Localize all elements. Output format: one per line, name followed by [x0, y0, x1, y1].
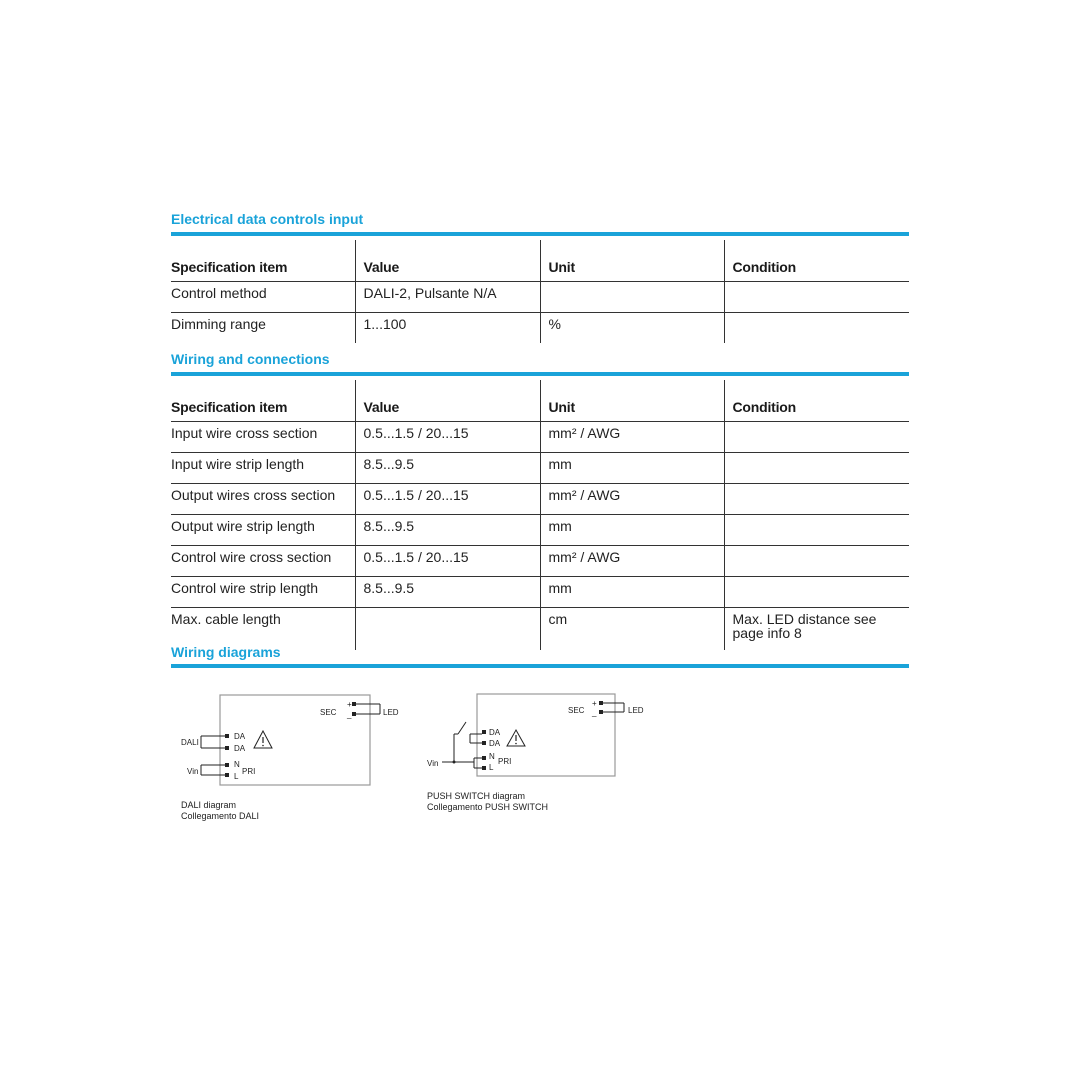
- cell-item: Output wire strip length: [171, 515, 355, 546]
- terminal-n: [482, 756, 486, 760]
- terminal-plus: [599, 701, 603, 705]
- cell-unit: mm: [540, 515, 724, 546]
- vin-label: Vin: [187, 767, 199, 776]
- header-unit: Unit: [540, 240, 724, 282]
- cell-unit: mm² / AWG: [540, 546, 724, 577]
- cell-condition: [724, 453, 909, 484]
- section-rule: [171, 232, 909, 236]
- terminal-minus: [352, 712, 356, 716]
- led-label: LED: [383, 708, 399, 717]
- cell-unit: [540, 282, 724, 313]
- caption-line: PUSH SWITCH diagram: [427, 791, 526, 801]
- terminal-n: [225, 763, 229, 767]
- cell-value: 8.5...9.5: [355, 453, 540, 484]
- push-switch-icon: [454, 722, 482, 762]
- cell-condition: [724, 515, 909, 546]
- cell-condition: [724, 577, 909, 608]
- cell-value: DALI-2, Pulsante N/A: [355, 282, 540, 313]
- cell-value: 1...100: [355, 313, 540, 344]
- cell-item: Input wire cross section: [171, 422, 355, 453]
- cell-value: 0.5...1.5 / 20...15: [355, 546, 540, 577]
- header-specification-item: Specification item: [171, 380, 355, 422]
- header-condition: Condition: [724, 240, 909, 282]
- cell-item: Control wire cross section: [171, 546, 355, 577]
- section-title-wiring: Wiring and connections: [171, 351, 330, 367]
- wiring-connections-table: [171, 380, 909, 650]
- table-row: [171, 515, 909, 546]
- terminal-da2: [482, 741, 486, 745]
- cell-condition: [724, 422, 909, 453]
- cell-value: 8.5...9.5: [355, 515, 540, 546]
- vin-label: Vin: [427, 759, 439, 768]
- da-label: DA: [234, 732, 246, 741]
- terminal-da1: [225, 734, 229, 738]
- header-unit: Unit: [540, 380, 724, 422]
- sec-label: SEC: [568, 706, 585, 715]
- terminal-l: [225, 773, 229, 777]
- dali-diagram-caption: [181, 800, 259, 822]
- cell-unit: cm: [540, 608, 724, 651]
- minus-label: _: [347, 710, 352, 719]
- terminal-da2: [225, 746, 229, 750]
- l-label: L: [489, 763, 494, 772]
- cell-value: 0.5...1.5 / 20...15: [355, 422, 540, 453]
- header-condition: Condition: [724, 380, 909, 422]
- section-rule: [171, 664, 909, 668]
- push-switch-wiring-diagram: [422, 688, 652, 788]
- terminal-l: [482, 766, 486, 770]
- minus-label: _: [592, 708, 597, 717]
- cell-value: 0.5...1.5 / 20...15: [355, 484, 540, 515]
- terminal-minus: [599, 710, 603, 714]
- cell-condition: [724, 282, 909, 313]
- push-switch-diagram-caption: [427, 791, 548, 813]
- terminal-plus: [352, 702, 356, 706]
- terminal-da1: [482, 730, 486, 734]
- table-row: [171, 282, 909, 313]
- table-row: [171, 608, 909, 651]
- sec-label: SEC: [320, 708, 337, 717]
- warning-icon: [254, 731, 272, 748]
- cell-item: Input wire strip length: [171, 453, 355, 484]
- section-rule: [171, 372, 909, 376]
- header-value: Value: [355, 240, 540, 282]
- cell-value: [355, 608, 540, 651]
- cell-condition: [724, 313, 909, 344]
- cell-unit: %: [540, 313, 724, 344]
- table-row: [171, 577, 909, 608]
- table-row: [171, 484, 909, 515]
- cell-item: Control wire strip length: [171, 577, 355, 608]
- cell-item: Control method: [171, 282, 355, 313]
- da-label: DA: [234, 744, 246, 753]
- header-specification-item: Specification item: [171, 240, 355, 282]
- table-row: [171, 453, 909, 484]
- cell-unit: mm² / AWG: [540, 484, 724, 515]
- table-row: [171, 546, 909, 577]
- cell-unit: mm² / AWG: [540, 422, 724, 453]
- table-header-row: [171, 240, 909, 282]
- plus-label: +: [592, 699, 597, 708]
- n-label: N: [489, 752, 495, 761]
- table-row: [171, 422, 909, 453]
- cell-unit: mm: [540, 577, 724, 608]
- cell-condition: [724, 484, 909, 515]
- electrical-data-table: [171, 240, 909, 343]
- cell-item: Dimming range: [171, 316, 266, 332]
- cell-condition: Max. LED distance see page info 8: [724, 608, 909, 651]
- da-label: DA: [489, 728, 501, 737]
- warning-icon: [507, 730, 525, 746]
- cell-item: Output wires cross section: [171, 484, 355, 515]
- cell-unit: mm: [540, 453, 724, 484]
- plus-label: +: [347, 700, 352, 709]
- caption-line: Collegamento PUSH SWITCH: [427, 802, 549, 812]
- dali-wiring-diagram: [175, 690, 405, 800]
- table-row: [171, 313, 909, 344]
- n-label: N: [234, 760, 240, 769]
- da-label: DA: [489, 739, 501, 748]
- dali-label: DALI: [181, 738, 199, 747]
- caption-line: Collegamento DALI: [181, 811, 260, 821]
- pri-label: PRI: [498, 757, 512, 766]
- led-label: LED: [628, 706, 644, 715]
- header-value: Value: [355, 380, 540, 422]
- caption-line: DALI diagram: [181, 800, 237, 810]
- cell-value: 8.5...9.5: [355, 577, 540, 608]
- cell-item: Max. cable length: [171, 611, 281, 627]
- section-title-diagrams: Wiring diagrams: [171, 644, 281, 660]
- section-title-electrical: Electrical data controls input: [171, 211, 364, 227]
- table-header-row: [171, 380, 909, 422]
- cell-condition: [724, 546, 909, 577]
- l-label: L: [234, 772, 239, 781]
- pri-label: PRI: [242, 767, 256, 776]
